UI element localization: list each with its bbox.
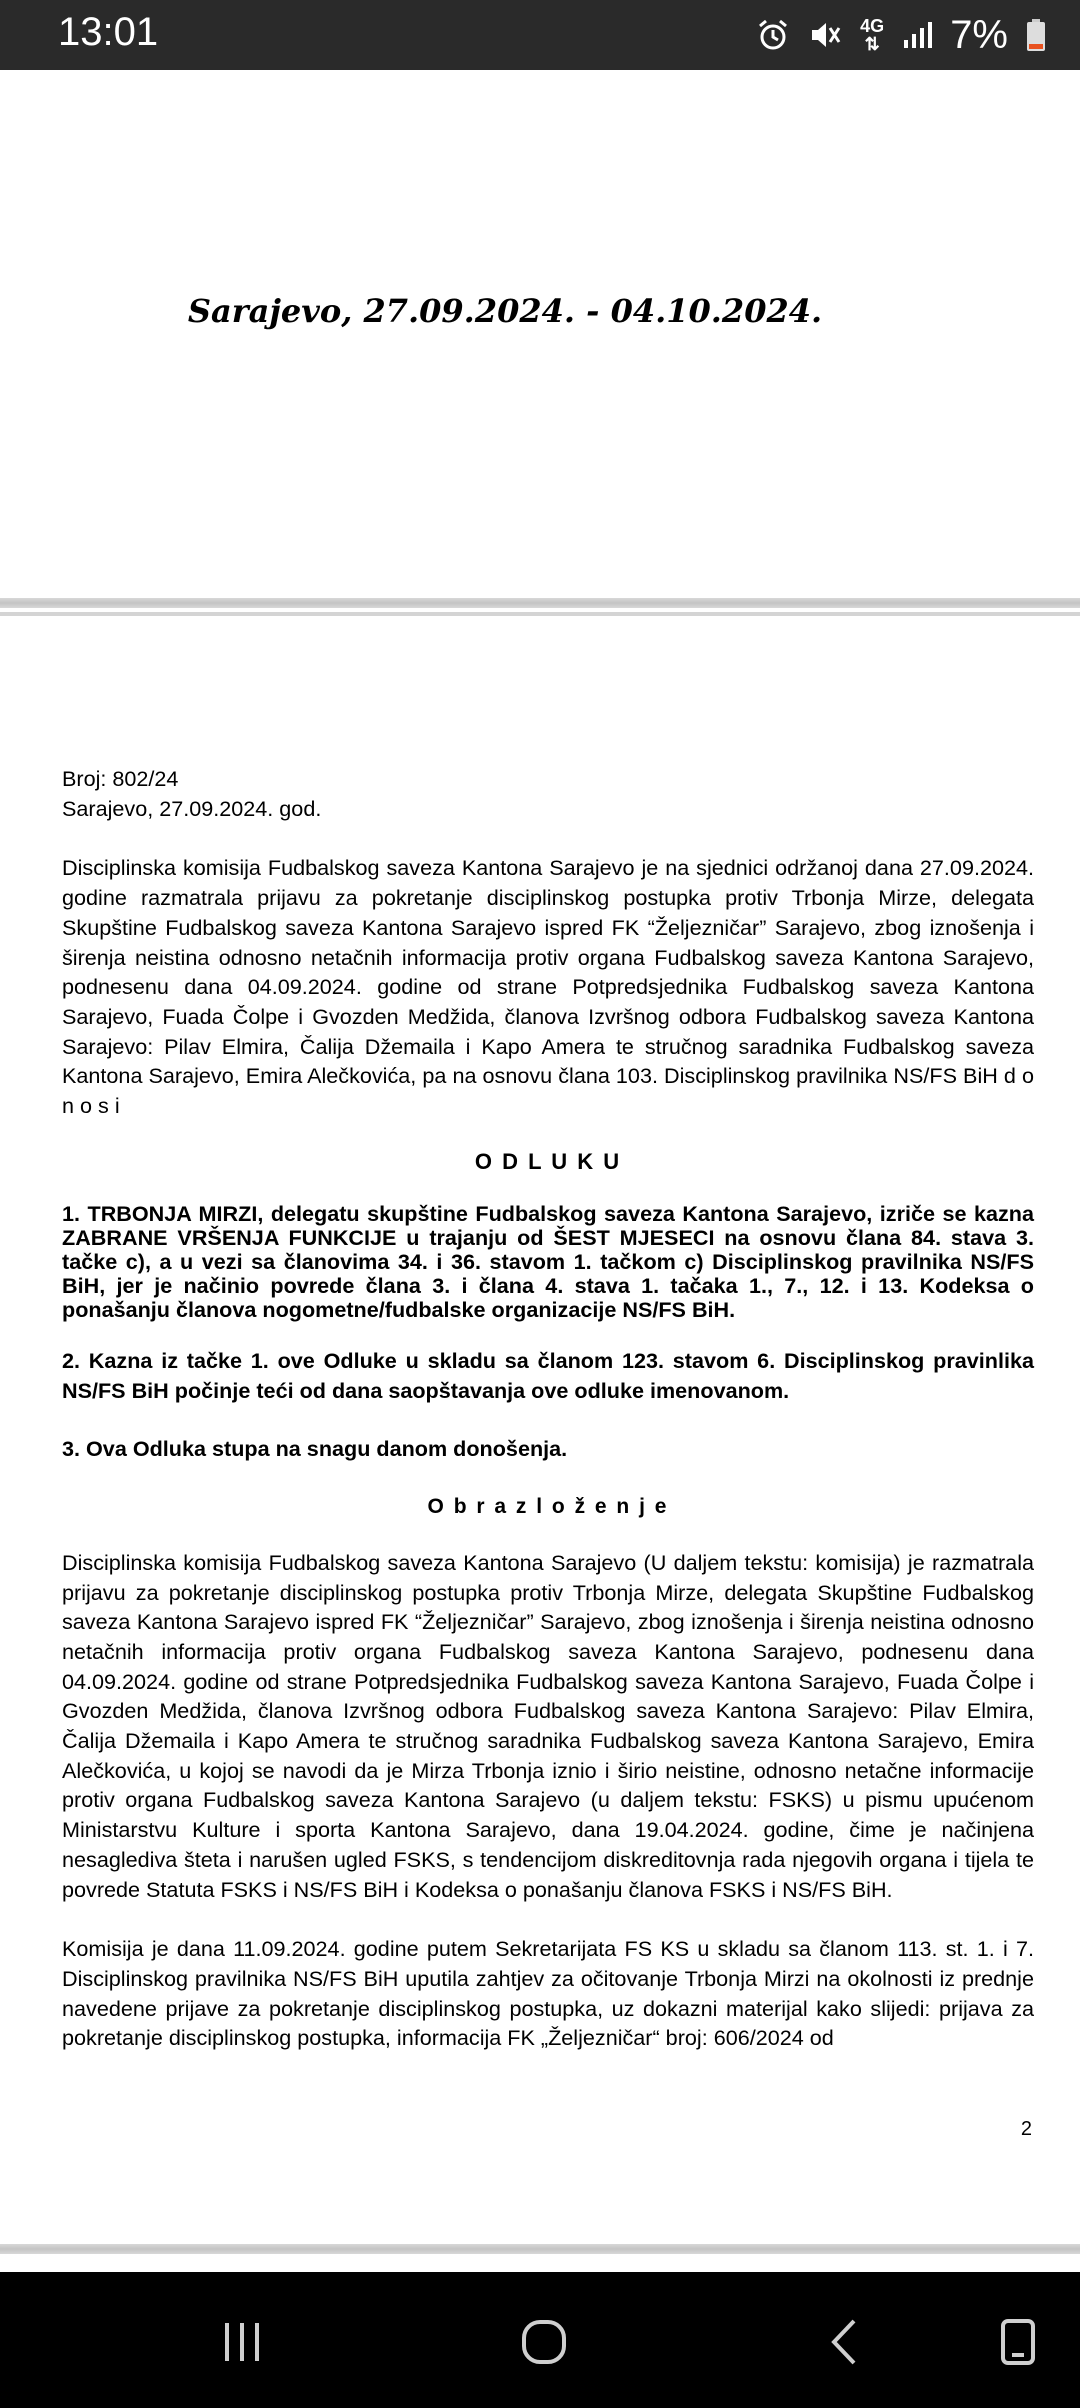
reasoning-paragraph-1: Disciplinska komisija Fudbalskog saveza Kantona Sarajevo (U daljem tekstu: komisija) je razmatrala prijavu za pokretanje disciplinskog postupka protiv Trbonja Mirze, delegata Skupštine Fudbalskog saveza Kantona Sarajevo ispred FK “Željezničar” Sarajevo, zbog iznošenja i širenja neistina odnosno netačnih informacija protiv organa Fudbalskog saveza Kantona Sarajevo, podnesenu dana 04.09.2024. godine od strane Potpredsjednika Fudbalskog saveza Kantona Sarajevo, Fuada Čolpe i Gvozden Medžida, članova Izvršnog odbora Fudbalskog saveza Kantona Sarajevo: Pilav Elmira, Čalija Džemaila i Kapo Amera te stručnog saradnika Fudbalskog saveza Kantona Sarajevo, Emira Alečkovića, u kojoj se navodi da je Mirza Trbonja iznio i širio neistine, odnosno netačne informacije protiv organa Fudbalskog saveza Kantona Sarajevo (u daljem tekstu: FSKS) u pismu upućenom Ministarstvu Kulture i sporta Kantona Sarajevo, dana 19.04.2024. godine, čime je načinjena nesaglediva šteta i narušen ugled FSKS, s tendencijom diskreditovnja rada njegovih organa i tijela te povrede Statuta FSKS i NS/FS BiH i Kodeksa o ponašanju članova FSKS i NS/FS BiH. [62,1549,1034,1902]
home-button[interactable] [504,2302,584,2382]
rotate-screen-icon [993,2317,1043,2367]
document-page-2 [62,764,1034,2053]
page-number: 2 [1020,2118,1032,2140]
screen-toggle-button[interactable] [978,2302,1058,2382]
page-separator [0,612,1080,616]
navigation-bar [0,2272,1080,2408]
back-icon [821,2317,871,2367]
reasoning-paragraph-2: Komisija je dana 11.09.2024. godine putem Sekretarijata FS KS u skladu sa članom 113. st. 1. i 7. Disciplinskog pravilnika NS/FS BiH uputila zahtjev za očitovanje Trbonja Mirzi na okolnosti iz prednje navedene prijave za pokretanje disciplinskog postupka, uz dokazni materijal kako slijedi: prijava za pokretanje disciplinskog postupka, informacija FK „Željezničar“ broj: 606/2024 od [62,1936,1034,2051]
decision-point-2: 2. Kazna iz tačke 1. ove Odluke u skladu sa članom 123. stavom 6. Disciplinskog pravinlika NS/FS BiH počinje teći od dana saopštavanja ove odluke imenovanom. [62,1348,1034,1404]
decision-point-3: 3. Ova Odluka stupa na snagu danom donošenja. [62,1436,568,1462]
page-separator [0,2244,1080,2254]
signal-icon [902,20,932,50]
alarm-icon [756,18,790,52]
reasoning-heading: O b r a z l o ž e n j e [427,1495,669,1519]
page-separator [0,598,1080,608]
mute-icon [808,18,842,52]
home-icon [519,2317,569,2367]
document-number: Broj: 802/24 [62,766,179,791]
status-icons [756,12,1046,58]
document-page-1 [0,70,1080,598]
decision-heading: O D L U K U [474,1148,622,1174]
battery-low-icon [1026,18,1046,52]
intro-paragraph: Disciplinska komisija Fudbalskog saveza Kantona Sarajevo je na sjednici održanoj dana 27.09.2024. godine razmatrala prijavu za pokretanje disciplinskog postupka protiv Trbonja Mirze, delegata Skupštine Fudbalskog saveza Kantona Sarajevo ispred FK “Željezničar” Sarajevo, zbog iznošenja i širenja neistina odnosno netačnih informacija protiv organa Fudbalskog saveza Kantona Sarajevo, podnesenu dana 04.09.2024. godine od strane Potpredsjednika Fudbalskog saveza Kantona Sarajevo, Fuada Čolpe i Gvozden Medžida, članova Izvršnog odbora Fudbalskog saveza Kantona Sarajevo: Pilav Elmira, Čalija Džemaila i Kapo Amera te stručnog saradnika Fudbalskog saveza Kantona Sarajevo, Emira Alečkovića, pa na osnovu člana 103. Disciplinskog pravilnika NS/FS BiH d o n o s i [62,855,1034,1119]
status-bar [0,0,1080,70]
recent-apps-icon [217,2317,267,2367]
network-4g-icon: 4G ⇅ [860,16,885,54]
battery-percentage: 7% [950,12,1008,57]
clock: 13:01 [58,10,159,54]
recent-apps-button[interactable] [202,2302,282,2382]
back-button[interactable] [806,2302,886,2382]
document-place-date: Sarajevo, 27.09.2024. god. [62,795,322,821]
page-title: Sarajevo, 27.09.2024. - 04.10.2024. [187,292,823,330]
decision-point-1: 1. TRBONJA MIRZI, delegatu skupštine Fudbalskog saveza Kantona Sarajevo, izriče se kazna ZABRANE VRŠENJA FUNKCIJE u trajanju od ŠEST MJESECI na osnovu člana 84. stava 3. tačke c), a u vezi sa članovima 34. i 36. stavom 1. tačkom c) Disciplinskog pravilnika NS/FS BiH, jer je načinio povrede člana 3. i člana 4. stava 1. tačaka 1., 7., 12. i 13. Kodeksa o ponašanju članova nogometne/fudbalske organizacije NS/FS BiH. [62,1201,1034,1323]
